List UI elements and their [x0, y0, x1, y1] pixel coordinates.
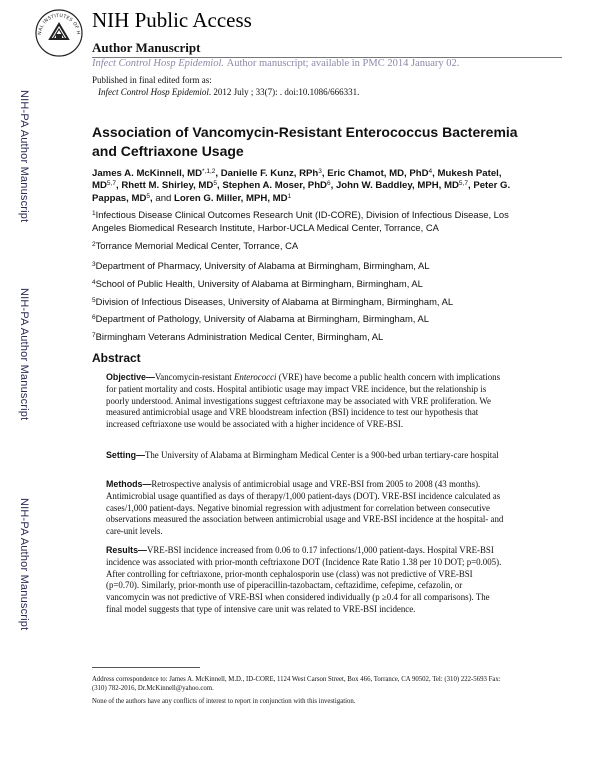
affiliation — [92, 296, 522, 309]
setting-text: The University of Alabama at Birmingham Medical Center is a 900-bed urban tertiary-care hospital — [144, 450, 499, 460]
objective-text-post: (VRE) have become a public health concern with implications for patient mortality and costs. Hospital antibiotic usage may impact VRE incidence, but the relationship is poorly understood. Animal investigations suggest ceftriaxone may be associated with VRE proliferation. We measured antimicrobial usage and VRE bloodstream infection (BSI) incidence to test our hypothesis that increased ceftriaxone use would be associated with a higher incidence of VRE-BSI. — [106, 372, 501, 430]
affiliation — [92, 313, 522, 326]
results-label: Results— — [106, 545, 147, 555]
affiliation-text: Torrance Memorial Medical Center, Torrance, CA — [95, 240, 299, 251]
author-list: James A. McKinnell, $MD^{*,1,2}$, Danielle F. Kunz, RPh$^3$, Eric Chamot, MD, PhD$^4$, Mukesh Patel, MD$^{5,7}$, Rhett M. Shirley, $MD^5$, Stephen A. Moser, PhD$^6$, John W. Baddley, MPH, MD$^{5,7}$, Peter G. Pappas, $MD^5$, and Loren G. Miller, MPH, $MD^1$ — [92, 168, 511, 204]
author-name: Mukesh Patel, MD — [92, 168, 502, 192]
objective-text-pre: Vancomycin-resistant — [154, 372, 234, 382]
citation — [98, 87, 359, 97]
author-name: Rhett M. Shirley, MD — [121, 180, 214, 192]
abstract-methods — [106, 479, 506, 538]
header-subtitle: Author Manuscript — [92, 40, 201, 55]
objective-italic: Enterococci — [233, 372, 277, 382]
availability-text: Author manuscript; available in PMC 2014 January 02. — [226, 58, 460, 69]
affiliation-text: Division of Infectious Diseases, University of Alabama at Birmingham, Birmingham, AL — [95, 296, 454, 307]
affiliation — [92, 260, 522, 273]
published-label: Published in final edited form as: — [92, 75, 212, 85]
affiliation-number: 3 — [92, 261, 96, 268]
correspondence-footnote: Address correspondence to: James A. McKinnell, M.D., ID-CORE, 1124 West Carson Street, Box 466, Torrance, CA 90502, Tel: (310) 222-5693 Fax: (310) 782-2016, Dr.McKinnell@yahoo.com. — [92, 676, 501, 692]
author-affil: *,1,2 — [202, 168, 216, 175]
affiliation-number: 1 — [92, 210, 96, 217]
affiliation-number: 4 — [92, 279, 96, 286]
affiliation — [92, 240, 522, 253]
author-affil: 5 — [213, 180, 217, 188]
availability-journal: Infect Control Hosp Epidemiol. — [92, 58, 225, 69]
affiliation — [92, 209, 522, 234]
author-name: Peter G. Pappas, MD — [92, 180, 511, 204]
abstract-results — [106, 545, 506, 616]
author-affil: 5,7 — [106, 180, 116, 188]
affiliation-text: Infectious Disease Clinical Outcomes Research Unit (ID-CORE), Division of Infectious Disease, Los Angeles Biomedical Research Institute, Harbor-UCLA Medical Center, Torrance, CA — [92, 209, 509, 233]
citation-details: . 2012 July ; 33(7): . doi:10.1086/666331. — [208, 87, 360, 97]
author-name: Loren G. Miller, MPH, MD — [174, 192, 288, 204]
author-affil: 1 — [287, 192, 292, 200]
author-affil: 4 — [428, 168, 433, 175]
availability-line — [92, 58, 459, 69]
abstract-objective — [106, 372, 506, 431]
setting-label: Setting— — [106, 450, 145, 460]
citation-journal: Infect Control Hosp Epidemiol — [98, 87, 209, 97]
affiliation — [92, 278, 522, 291]
side-label-middle: NIH-PA Author Manuscript — [18, 288, 30, 421]
methods-label: Methods— — [106, 479, 152, 489]
header-title: NIH Public Access — [92, 8, 252, 32]
author-affil: 5 — [146, 192, 151, 200]
author-affil: 3 — [318, 168, 322, 175]
affiliation — [92, 331, 522, 344]
author-affil: 6 — [327, 180, 331, 188]
footnote-divider — [92, 667, 200, 668]
side-label-top: NIH-PA Author Manuscript — [18, 90, 30, 223]
affiliation-text: Birmingham Veterans Administration Medical Center, Birmingham, AL — [95, 331, 384, 342]
nih-seal-logo — [34, 8, 84, 58]
article-title: Association of Vancomycin-Resistant Enterococcus Bacteremia and Ceftriaxone Usage — [92, 124, 518, 159]
author-name: Stephen A. Moser, PhD — [222, 180, 327, 192]
author-name: Eric Chamot, MD, PhD — [327, 168, 429, 179]
affiliation-number: 6 — [92, 314, 96, 321]
side-label-bottom: NIH-PA Author Manuscript — [18, 498, 30, 631]
affiliation-number: 7 — [92, 332, 96, 339]
abstract-setting — [106, 450, 506, 462]
affiliation-text: Department of Pharmacy, University of Alabama at Birmingham, Birmingham, AL — [95, 260, 430, 271]
affiliation-number: 5 — [92, 297, 96, 304]
affiliation-text: School of Public Health, University of Alabama at Birmingham, Birmingham, AL — [95, 278, 423, 289]
author-name: John W. Baddley, MPH, MD — [335, 180, 459, 192]
objective-label: Objective— — [106, 372, 155, 382]
author-name: Danielle F. Kunz, RPh — [220, 168, 319, 179]
conflicts-footnote: None of the authors have any conflicts of interest to report in conjunction with this investigation. — [92, 698, 356, 705]
methods-text: Retrospective analysis of antimicrobial usage and VRE-BSI from 2005 to 2008 (43 months). Antimicrobial usage quantified as days of therapy/1,000 patient-days (DOT). VRE-BSI incidence calculated as cases/1,000 patient-days. Negative binomial regression with adjustment for correlation between consecutive observations measured the association between antimicrobial usage and VRE-BSI incidence at the hospital- and care-unit levels. — [106, 479, 504, 537]
and-word: and — [155, 192, 172, 204]
results-text: VRE-BSI incidence increased from 0.06 to 0.17 infections/1,000 patient-days. Hospital VRE-BSI incidence was associated with prior-month ceftriaxone DOT (Incidence Rate Ratio 1.38 per 10 DOT; p=0.005). After controlling for ceftriaxone, prior-month cephalosporin use (class) was not predictive of VRE-BSI (p=0.70). Similarly, prior-month use of piperacillin-tazobactam, ceftazidime, cefepime, cefazolin, or vancomycin was not predictive of VRE-BSI when considered individually (p ≥0.4 for all comparisons). The final model suggests that type of intensive care unit was related to VRE-BSI incidence. — [106, 545, 502, 614]
abstract-heading: Abstract — [92, 351, 141, 365]
affiliation-number: 2 — [92, 241, 96, 248]
seal-text: NAL INSTITUTES OF H — [37, 13, 81, 36]
author-name: James A. McKinnell, MD — [92, 168, 202, 179]
affiliation-text: Department of Pathology, University of Alabama at Birmingham, Birmingham, AL — [95, 313, 429, 324]
author-affil: 5,7 — [458, 180, 468, 188]
